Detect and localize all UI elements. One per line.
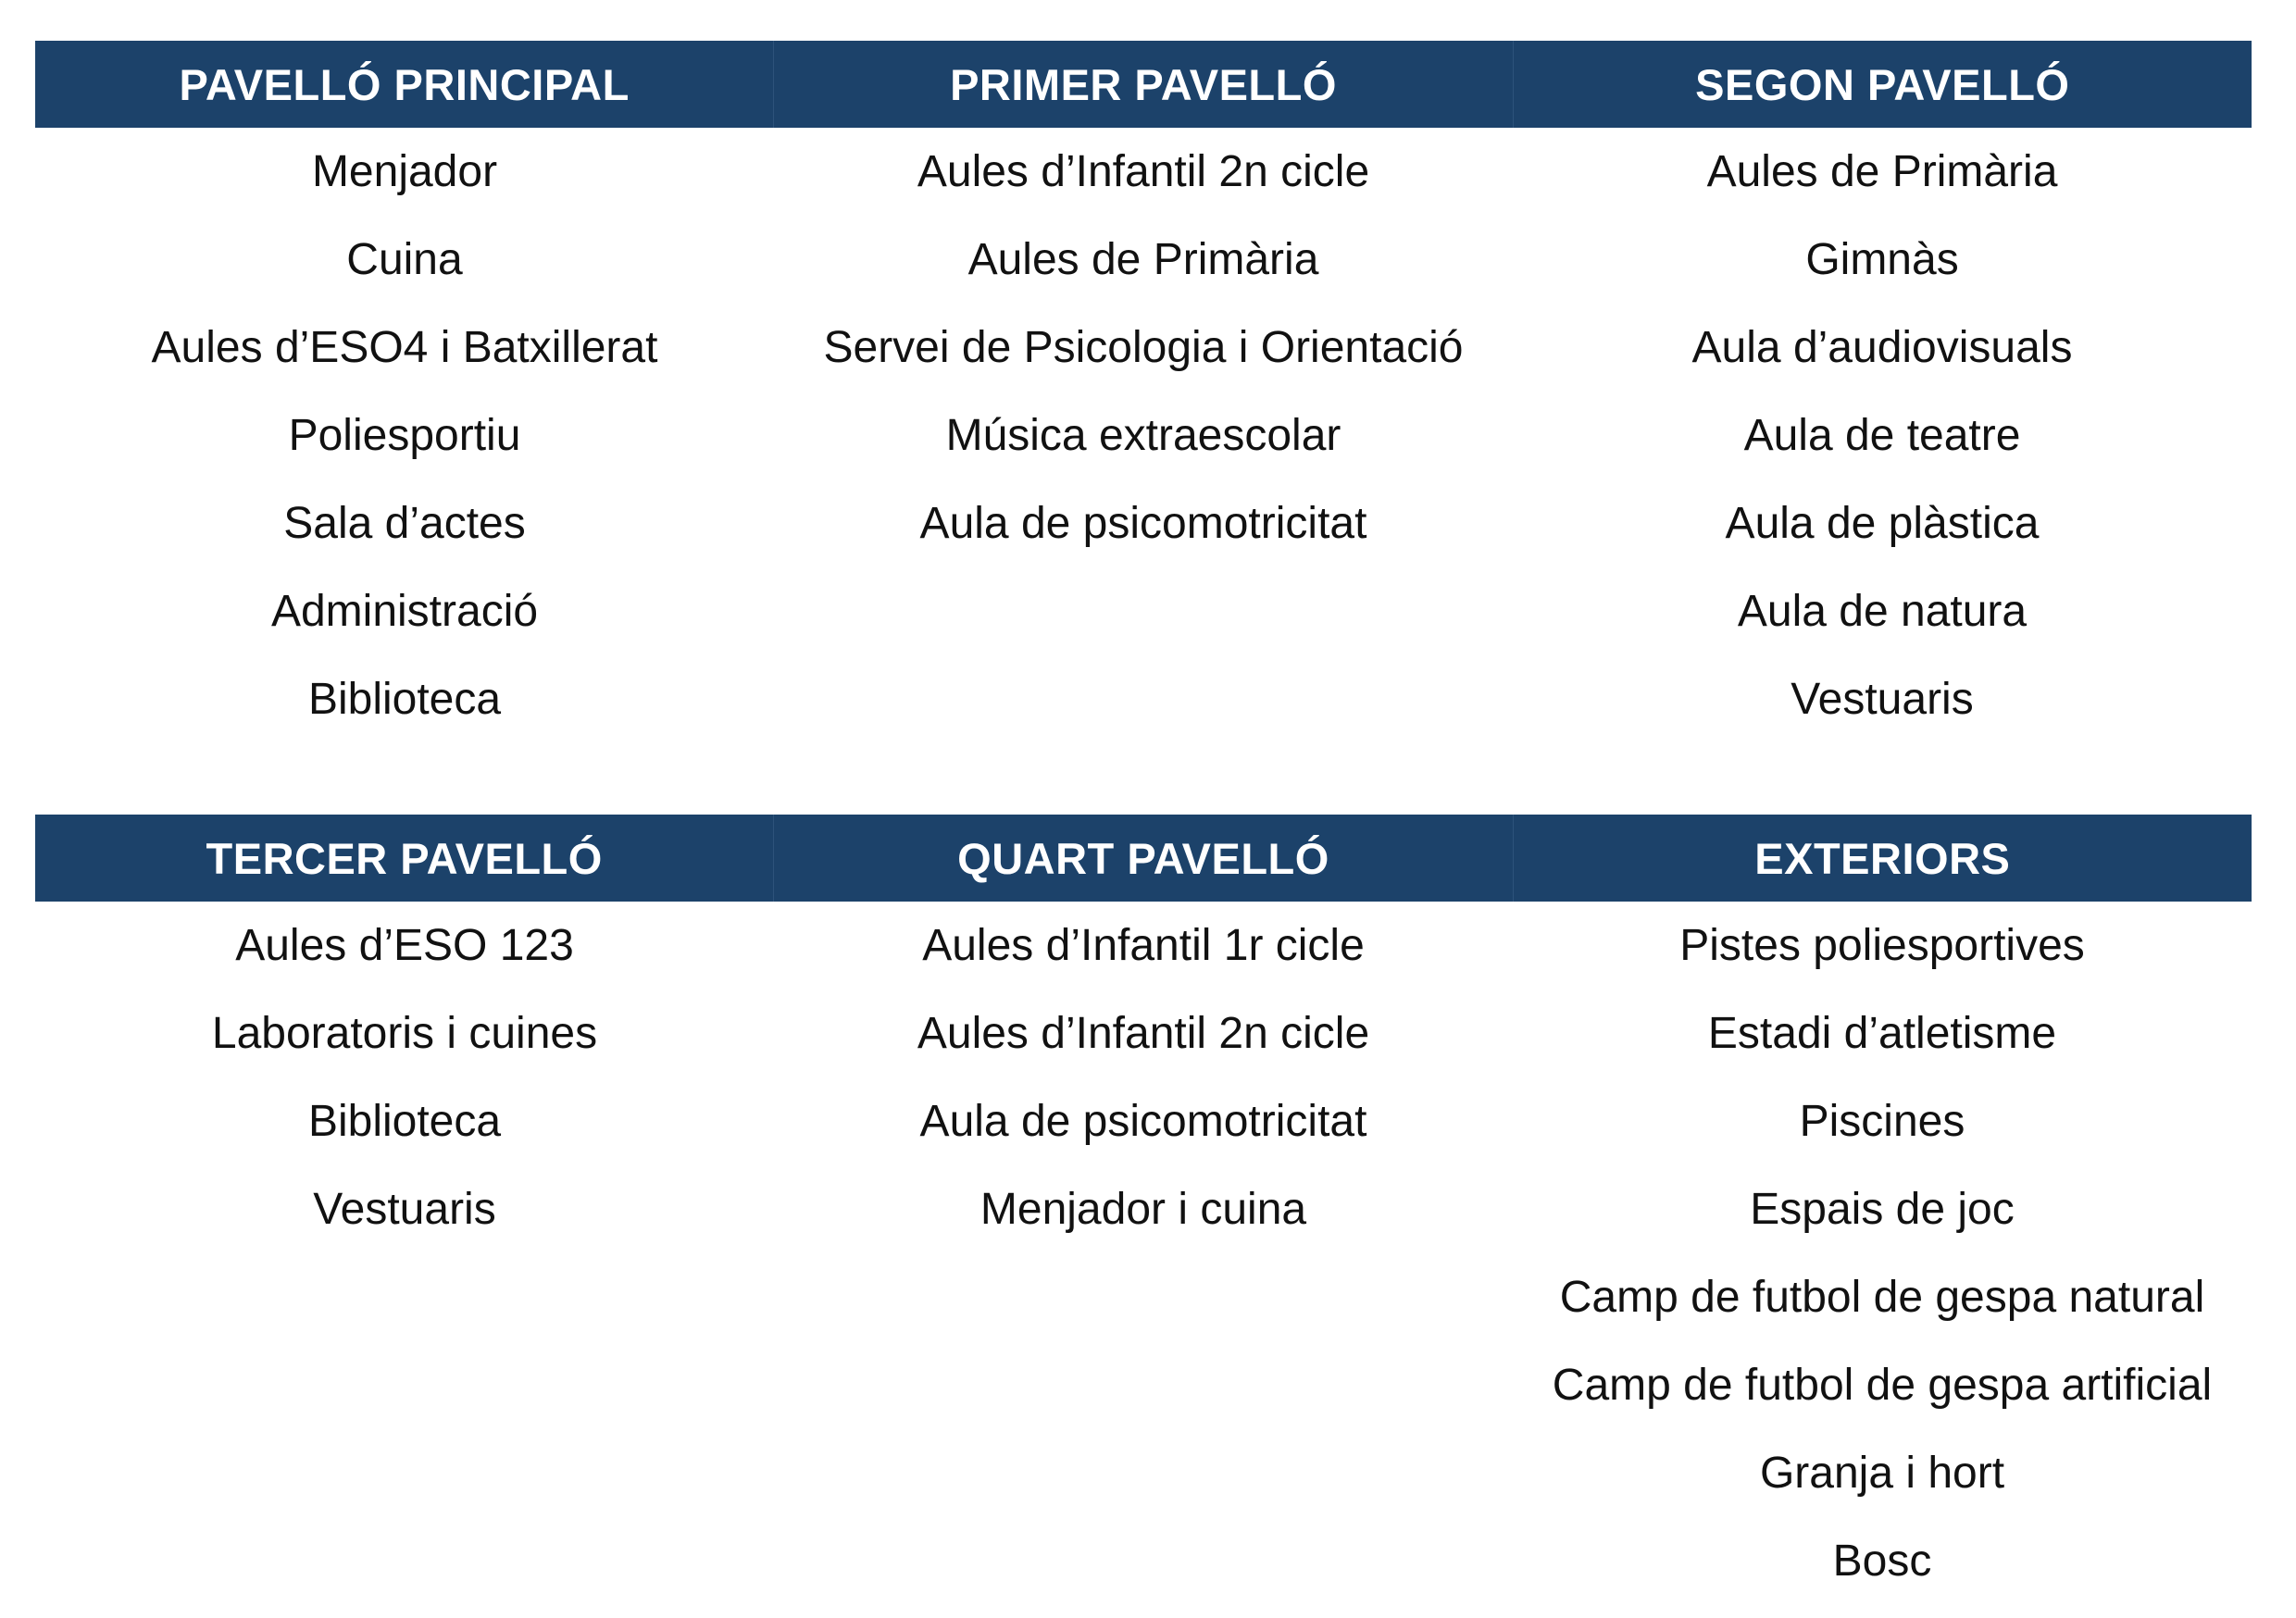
list-item: Laboratoris i cuines (211, 1009, 598, 1058)
list-item: Biblioteca (307, 1097, 502, 1146)
list-item: Aula de natura (1737, 587, 2028, 636)
header-row (35, 41, 2252, 128)
list-item: Aules d’Infantil 2n cicle (917, 147, 1370, 196)
list-item: Aules de Primària (1706, 147, 2058, 196)
list-item: Poliesportiu (288, 411, 521, 460)
list-item: Aules d’ESO4 i Batxillerat (151, 323, 658, 372)
column-exteriors (1513, 902, 2252, 1605)
list-item: Pistes poliesportives (1679, 921, 2085, 970)
list-item: Bosc (1832, 1537, 1932, 1586)
column-header-exteriors: EXTERIORS (1513, 815, 2252, 902)
column-quart-pavello (774, 902, 1513, 1605)
column-header-primer-pavello: PRIMER PAVELLÓ (773, 41, 1512, 128)
body-row (35, 128, 2252, 743)
list-item: Piscines (1799, 1097, 1965, 1146)
list-item: Aules d’Infantil 1r cicle (922, 921, 1365, 970)
list-item: Aula de plàstica (1725, 499, 2040, 548)
list-item: Aula de psicomotricitat (919, 499, 1367, 548)
list-item: Espais de joc (1750, 1185, 2015, 1234)
facilities-table-top (35, 41, 2252, 743)
list-item: Aula de teatre (1743, 411, 2021, 460)
body-row (35, 902, 2252, 1605)
column-header-quart-pavello: QUART PAVELLÓ (773, 815, 1512, 902)
list-item: Aules d’Infantil 2n cicle (917, 1009, 1370, 1058)
list-item: Aula d’audiovisuals (1691, 323, 2073, 372)
list-item: Camp de futbol de gespa natural (1559, 1273, 2205, 1322)
column-header-segon-pavello: SEGON PAVELLÓ (1513, 41, 2252, 128)
list-item: Aula de psicomotricitat (919, 1097, 1367, 1146)
column-header-tercer-pavello: TERCER PAVELLÓ (206, 833, 603, 883)
list-item: Granja i hort (1759, 1449, 2005, 1498)
list-item: Estadi d’atletisme (1707, 1009, 2057, 1058)
list-item: Vestuaris (1791, 675, 1974, 724)
list-item: Música extraescolar (945, 411, 1341, 460)
column-segon-pavello (1513, 128, 2252, 743)
facilities-table-bottom (35, 815, 2252, 1605)
list-item: Menjador (311, 147, 498, 196)
list-item: Aules de Primària (967, 235, 1319, 284)
column-tercer-pavello (35, 902, 774, 1605)
column-primer-pavello (774, 128, 1513, 743)
list-item: Administració (270, 587, 539, 636)
header-row (35, 815, 2252, 902)
list-item: Sala d’actes (283, 499, 526, 548)
list-item: Gimnàs (1805, 235, 1959, 284)
column-header-pavello-principal: PAVELLÓ PRINCIPAL (179, 59, 630, 109)
list-item: Biblioteca (307, 675, 502, 724)
list-item: Servei de Psicologia i Orientació (823, 323, 1464, 372)
list-item: Vestuaris (313, 1185, 496, 1234)
list-item: Aules d’ESO 123 (235, 921, 574, 970)
list-item: Cuina (346, 235, 463, 284)
list-item: Camp de futbol de gespa artificial (1552, 1361, 2213, 1410)
list-item: Menjador i cuina (980, 1185, 1307, 1234)
column-pavello-principal (35, 128, 774, 743)
